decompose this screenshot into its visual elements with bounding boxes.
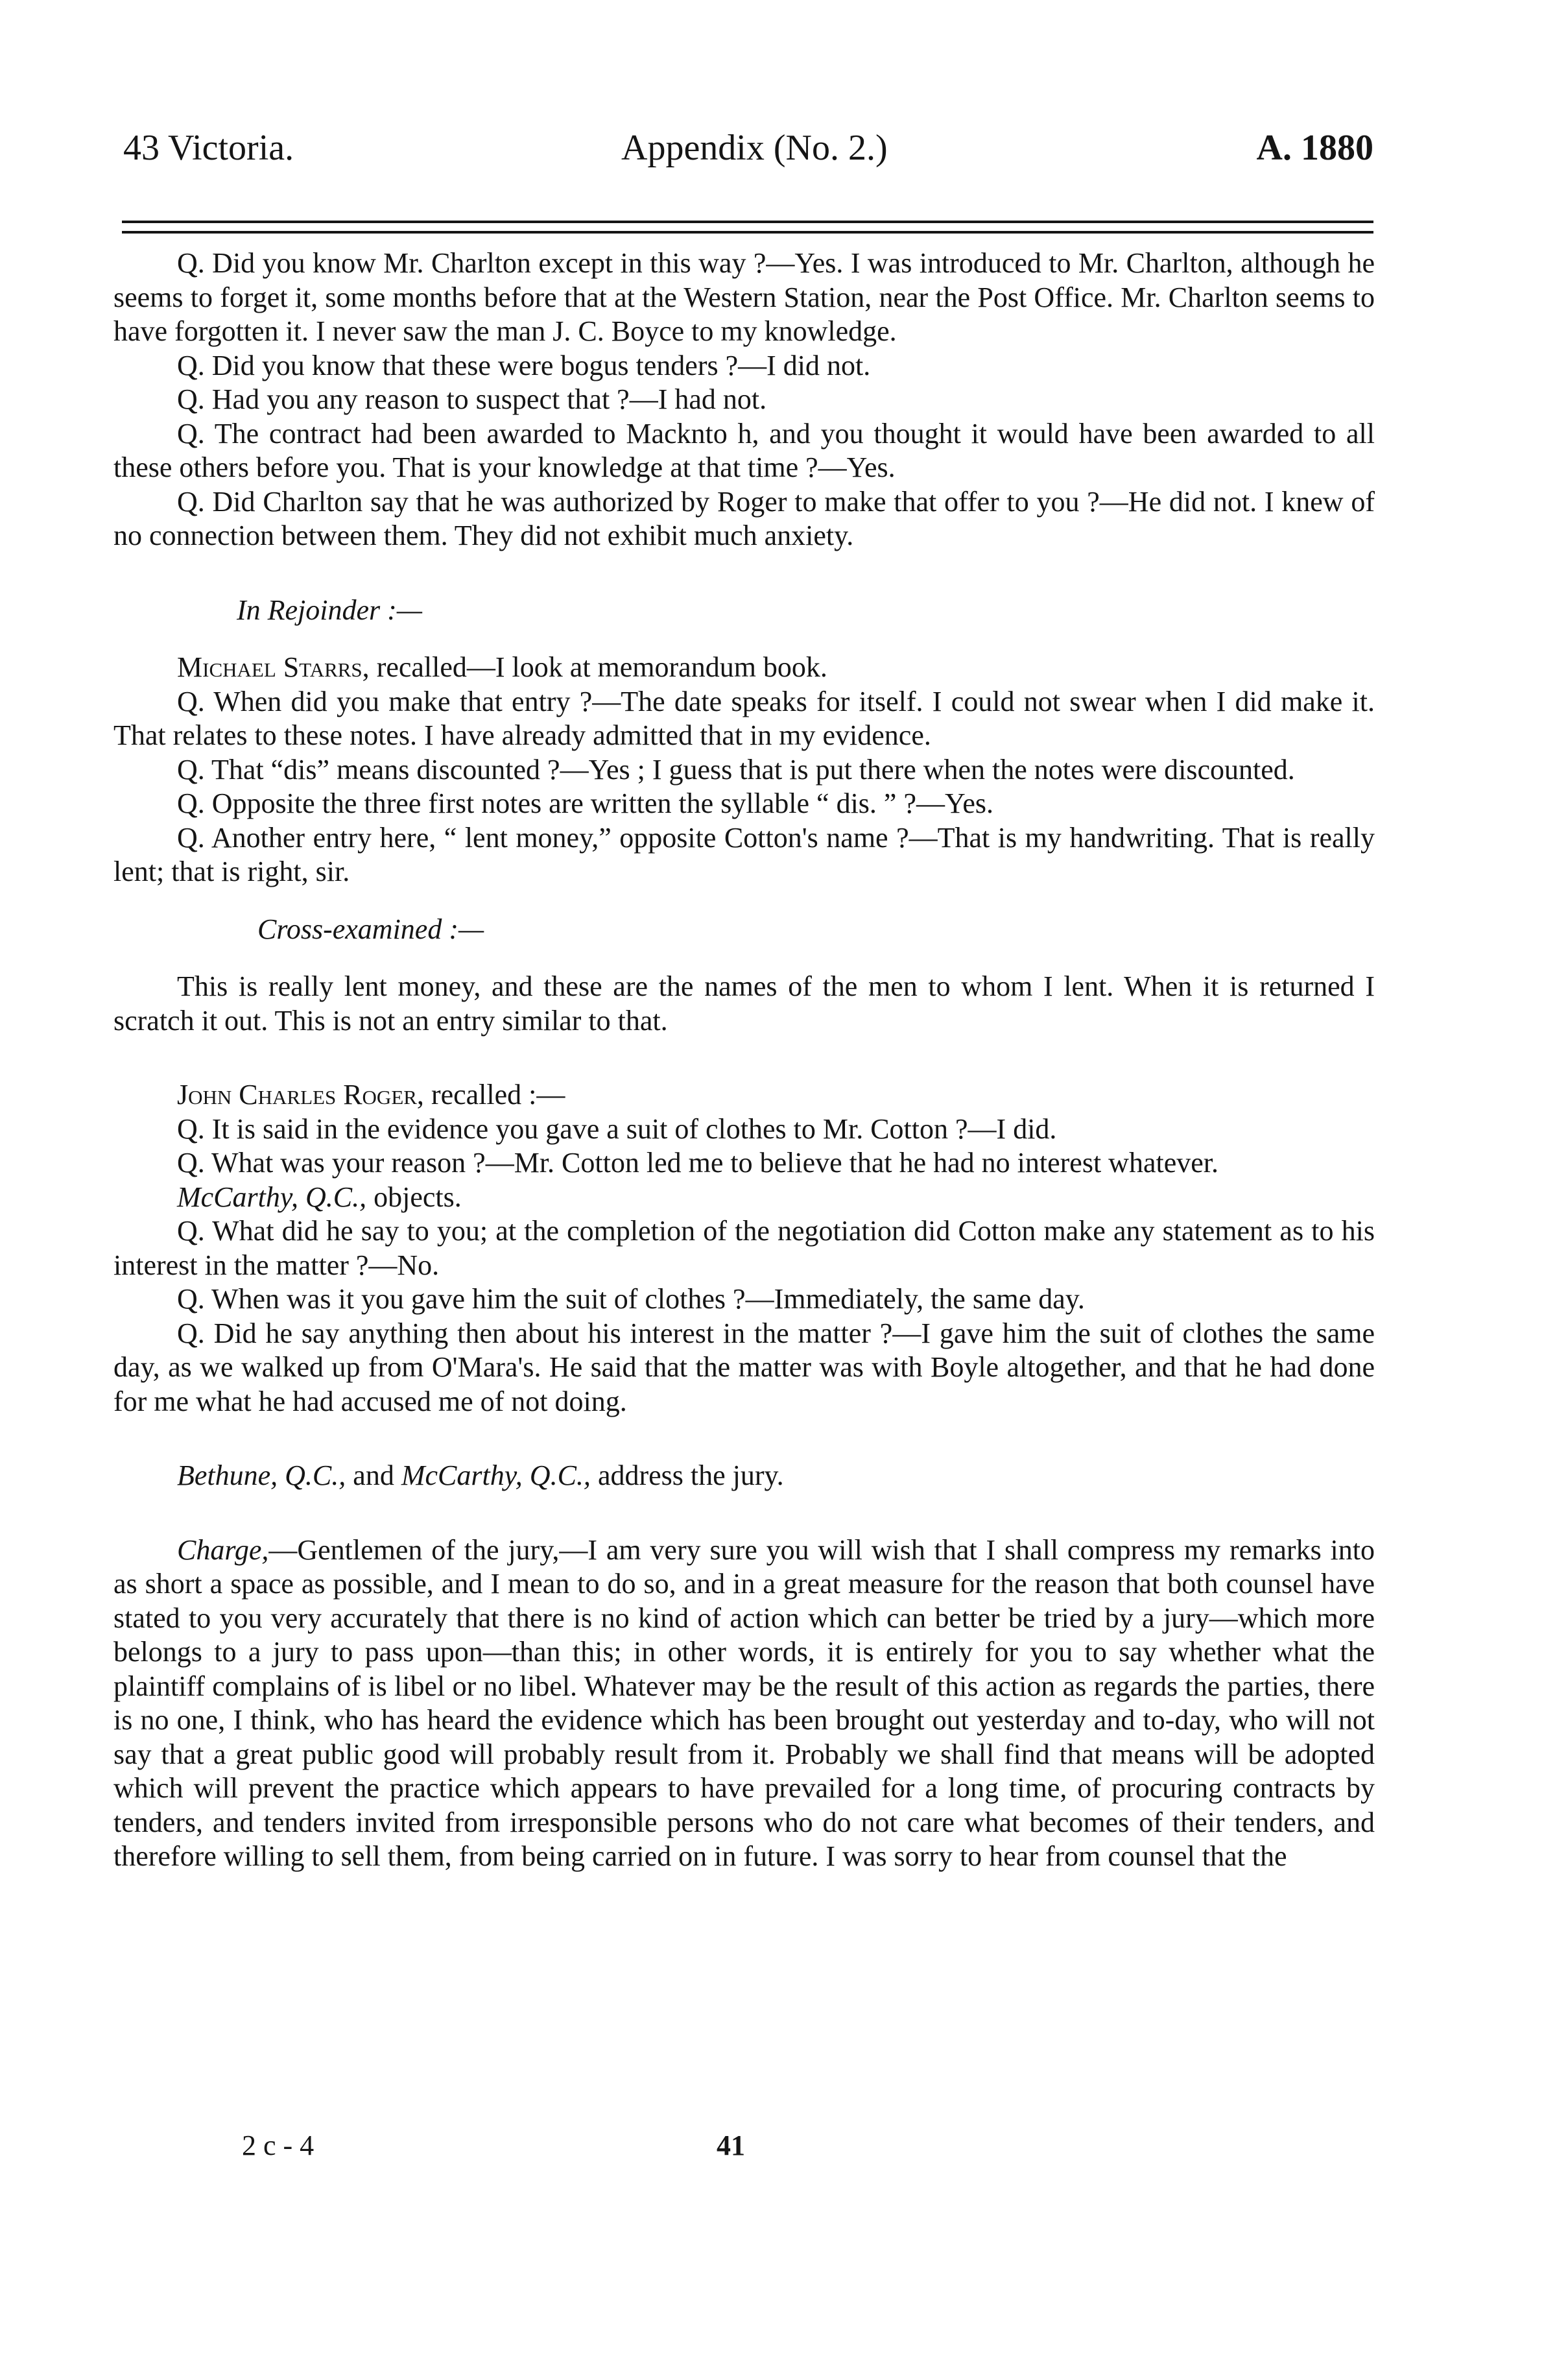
- counsel-name: McCarthy, Q.C.,: [177, 1181, 367, 1213]
- question-paragraph: Q. That “dis” means discounted ?—Yes ; I guess that is put there when the notes were discounted.: [177, 753, 1295, 786]
- address-text: address the jury.: [590, 1459, 784, 1491]
- question-paragraph: Q. Opposite the three first notes are written the syllable “ dis. ” ?—Yes.: [177, 787, 994, 819]
- header-regnal-year: 43 Victoria.: [123, 128, 294, 168]
- charge-label: Charge,: [177, 1533, 269, 1566]
- page-footer: [113, 2129, 1375, 2168]
- question-paragraph: Q. What did he say to you; at the completion of the negotiation did Cotton make any statement as to his interest in the matter ?—No.: [113, 1215, 1375, 1281]
- header-rule-upper: [122, 221, 1373, 223]
- objection-paragraph: [113, 1181, 1375, 1215]
- question-paragraph: Q. When was it you gave him the suit of clothes ?—Immediately, the same day.: [177, 1283, 1085, 1315]
- running-head: [123, 127, 1373, 173]
- document-body: [113, 246, 1375, 1874]
- question-paragraph: Q. Had you any reason to suspect that ?—I had not.: [177, 383, 767, 415]
- charge-text: —Gentlemen of the jury,—I am very sure you will wish that I shall compress my remarks into as short a space as possible, and I mean to do so, and in a great measure for the reason that both counsel have stated to you very accurately that there is no kind of action which can better be tried by a jury—which more belongs to a jury to pass upon—than this; in other words, it is entirely for you to say whether what the plaintiff complains of is libel or no libel. Whatever may be the result of this action as regards the parties, there is no one, I think, who has heard the evidence which has been brought out yesterday and to-day, who will not say that a great public good will probably result from it. Probably we shall find that means will be adopted which will prevent the practice which appears to have prevailed for a long time, of procuring contracts by tenders, and tenders invited from irresponsible persons who do not care what becomes of their tenders, and therefore willing to sell them, from being carried on in future. I was sorry to hear from counsel that the: [113, 1533, 1375, 1872]
- question-paragraph: Q. It is said in the evidence you gave a suit of clothes to Mr. Cotton ?—I did.: [177, 1112, 1057, 1145]
- address-paragraph: [113, 1459, 1375, 1493]
- question-paragraph: Q. Did you know Mr. Charlton except in this way ?—Yes. I was introduced to Mr. Charlton, although he seems to forget it, some months before that at the Western Station, near the Post Office. Mr. Charlton seems to have forgotten it. I never saw the man J. C. Boyce to my knowledge.: [113, 247, 1375, 347]
- question-paragraph: Q. What was your reason ?—Mr. Cotton led me to believe that he had no interest whatever.: [177, 1147, 1218, 1179]
- testimony-paragraph: This is really lent money, and these are the names of the men to whom I lent. When it is returned I scratch it out. This is not an entry similar to that.: [113, 970, 1375, 1037]
- counsel-name: McCarthy, Q.C.,: [401, 1459, 591, 1491]
- header-appendix-title: Appendix (No. 2.): [621, 128, 888, 168]
- charge-paragraph: [113, 1533, 1375, 1874]
- witness-text: recalled :—: [423, 1079, 565, 1110]
- signature-mark: 2 c - 4: [242, 2130, 315, 2161]
- section-label-cross-examined: Cross-examined :—: [257, 913, 484, 945]
- question-paragraph: Q. The contract had been awarded to Macknto h, and you thought it would have been awarded to all these others before you. That is your knowledge at that time ?—Yes.: [113, 417, 1375, 483]
- page-number: 41: [717, 2130, 745, 2161]
- header-year: A. 1880: [1256, 128, 1373, 168]
- question-paragraph: Q. Did he say anything then about his interest in the matter ?—I gave him the suit of clothes the same day, as we walked up from O'Mara's. He said that the matter was with Boyle altogether, and that he had done for me what he had accused me of not doing.: [113, 1317, 1375, 1417]
- witness-text: recalled—I look at memorandum book.: [369, 651, 827, 683]
- witness-paragraph: [113, 651, 1375, 685]
- witness-name: Michael Starrs,: [177, 651, 370, 683]
- address-connector: and: [346, 1459, 401, 1491]
- counsel-name: Bethune, Q.C.,: [177, 1459, 346, 1491]
- question-paragraph: Q. Did Charlton say that he was authorized by Roger to make that offer to you ?—He did not. I knew of no connection between them. They did not exhibit much anxiety.: [113, 485, 1375, 551]
- question-paragraph: Q. Did you know that these were bogus tenders ?—I did not.: [177, 349, 871, 381]
- witness-paragraph: [113, 1078, 1375, 1112]
- header-rule-lower: [122, 231, 1373, 234]
- question-paragraph: Q. When did you make that entry ?—The date speaks for itself. I could not swear when I did make it. That relates to these notes. I have already admitted that in my evidence.: [113, 685, 1375, 751]
- section-label-rejoinder: In Rejoinder :—: [237, 594, 422, 626]
- witness-name: John Charles Roger,: [177, 1079, 424, 1110]
- objection-text: objects.: [366, 1181, 462, 1213]
- question-paragraph: Q. Another entry here, “ lent money,” opposite Cotton's name ?—That is my handwriting. That is really lent; that is right, sir.: [113, 821, 1375, 887]
